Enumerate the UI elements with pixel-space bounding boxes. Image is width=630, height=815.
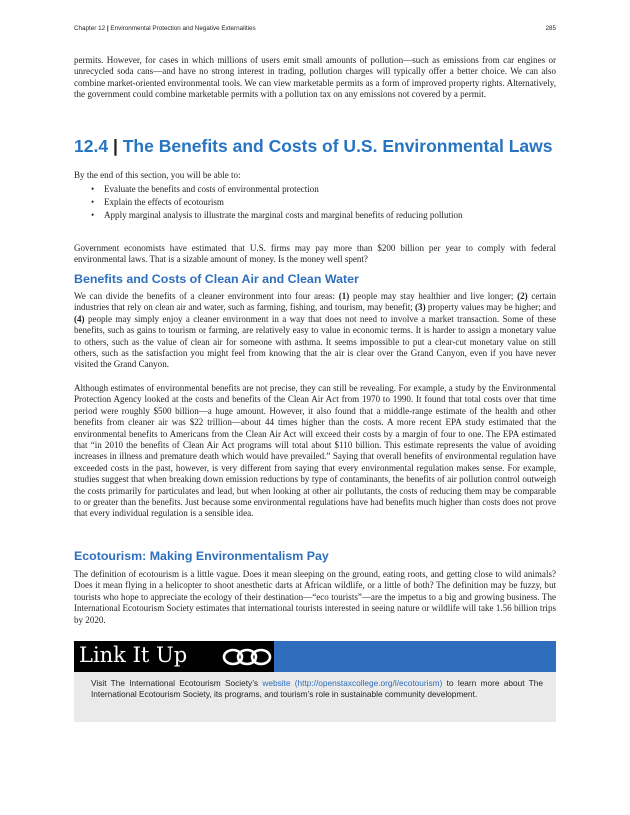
chain-link-icon (221, 646, 273, 668)
objective-item: • Apply marginal analysis to illustrate the marginal costs and marginal benefits of reducing pollution (91, 210, 463, 221)
subsection-heading-ecotourism: Ecotourism: Making Environmentalism Pay (74, 549, 329, 563)
opening-paragraph: Government economists have estimated that U.S. firms may pay more than $200 billion per year to comply with federal environmental laws. That is a sizable amount of money. Is the money well spent? (74, 243, 556, 265)
running-header (74, 25, 556, 35)
link-it-up-title: Link It Up (79, 643, 188, 667)
section-heading: 12.4 | The Benefits and Costs of U.S. Environmental Laws (74, 136, 553, 156)
estimates-paragraph: Although estimates of environmental benefits are not precise, they can still be revealing. For example, a study by the Environmental Protection Agency looked at the costs and benefits of the Clean Air Act from 1970 to 1990. It found that total costs over that time period were roughly $500 billion—a huge amount. However, it also found that a middle-range estimate of the health and other benefits from cleaner air was $22 trillion—about 44 times higher than the costs. A more recent EPA study estimated that the environmental benefits to Americans from the Clean Air Act will exceed their costs by a margin of four to one. The EPA estimated that “in 2010 the benefits of Clean Air Act programs will total about $110 billion. This estimate represents the value of avoiding increases in illness and premature death which would have prevailed.” Saying that overall benefits of environmental regulation have exceeded costs in the past, however, is very different from saying that every environmental regulation makes sense. For example, studies suggest that when breaking down emission reductions by type of contaminants, the benefits of air pollution control outweigh the costs primarily for particulates and lead, but when looking at other air pollutants, the costs of reducing them may be comparable to or greater than the benefits. Just because some environmental regulations have had benefits much higher than costs does not prove that every individual regulation is a sensible idea. (74, 383, 556, 519)
objectives-list (74, 184, 544, 224)
chapter-label: Chapter 12 | Environmental Protection and Negative Externalities (74, 25, 256, 32)
benefits-paragraph: We can divide the benefits of a cleaner environment into four areas: (1) people may stay healthier and live longer; (2) certain industries that rely on clean air and water, such as farming, fishing, and tourism, may benefit; (3) property values may be higher; and (4) people may simply enjoy a cleaner environment in a way that does not need to involve a market transaction. Some of these benefits, such as gains to tourism or farming, are relatively easy to value in economic terms. It is harder to assign a monetary value to others, such as the value of clean air for someone with asthma. It seems impossible to put a clear-cut monetary value on still others, such as the satisfaction you might feel from knowing that the air is clear over the Grand Canyon, even if you have never visited the Grand Canyon. (74, 291, 556, 370)
intro-paragraph: permits. However, for cases in which millions of users emit small amounts of pollution—such as emissions from car engines or unrecycled soda cans—and have no strong interest in trading, pollution charges will typically offer a better choice. We can also combine market-oriented environmental tools. We can view marketable permits as a form of improved property rights. Alternatively, the government could combine marketable permits with a pollution tax on any emissions not covered by a permit. (74, 55, 556, 100)
link-it-up-banner (74, 641, 556, 672)
subsection-heading-clean-air: Benefits and Costs of Clean Air and Clean Water (74, 272, 359, 286)
link-it-up-text: Visit The International Ecotourism Society’s website (http://openstaxcollege.org/l/ecotourism) to learn more about The International Ecotourism Society, its programs, and tourism’s role in sustainable community development. (91, 678, 543, 700)
page-number: 285 (545, 25, 556, 32)
objective-item: • Evaluate the benefits and costs of environmental protection (91, 184, 319, 194)
ecotourism-website-link[interactable]: website (http://openstaxcollege.org/l/ecotourism) (262, 678, 443, 688)
objective-item: • Explain the effects of ecotourism (91, 197, 224, 208)
ecotourism-paragraph: The definition of ecotourism is a little vague. Does it mean sleeping on the ground, eating roots, and getting close to wild animals? Does it mean flying in a helicopter to shoot anesthetic darts at African wildlife, or a little of both? The definition may be fuzzy, but tourists who hope to appreciate the ecology of their destination—“eco tourists”—are the impetus to a big and growing business. The International Ecotourism Society estimates that international tourists interested in seeing nature or wildlife will take 1.56 billion trips by 2020. (74, 569, 556, 625)
link-it-up-box (74, 672, 556, 722)
objectives-lead: By the end of this section, you will be able to: (74, 170, 241, 180)
